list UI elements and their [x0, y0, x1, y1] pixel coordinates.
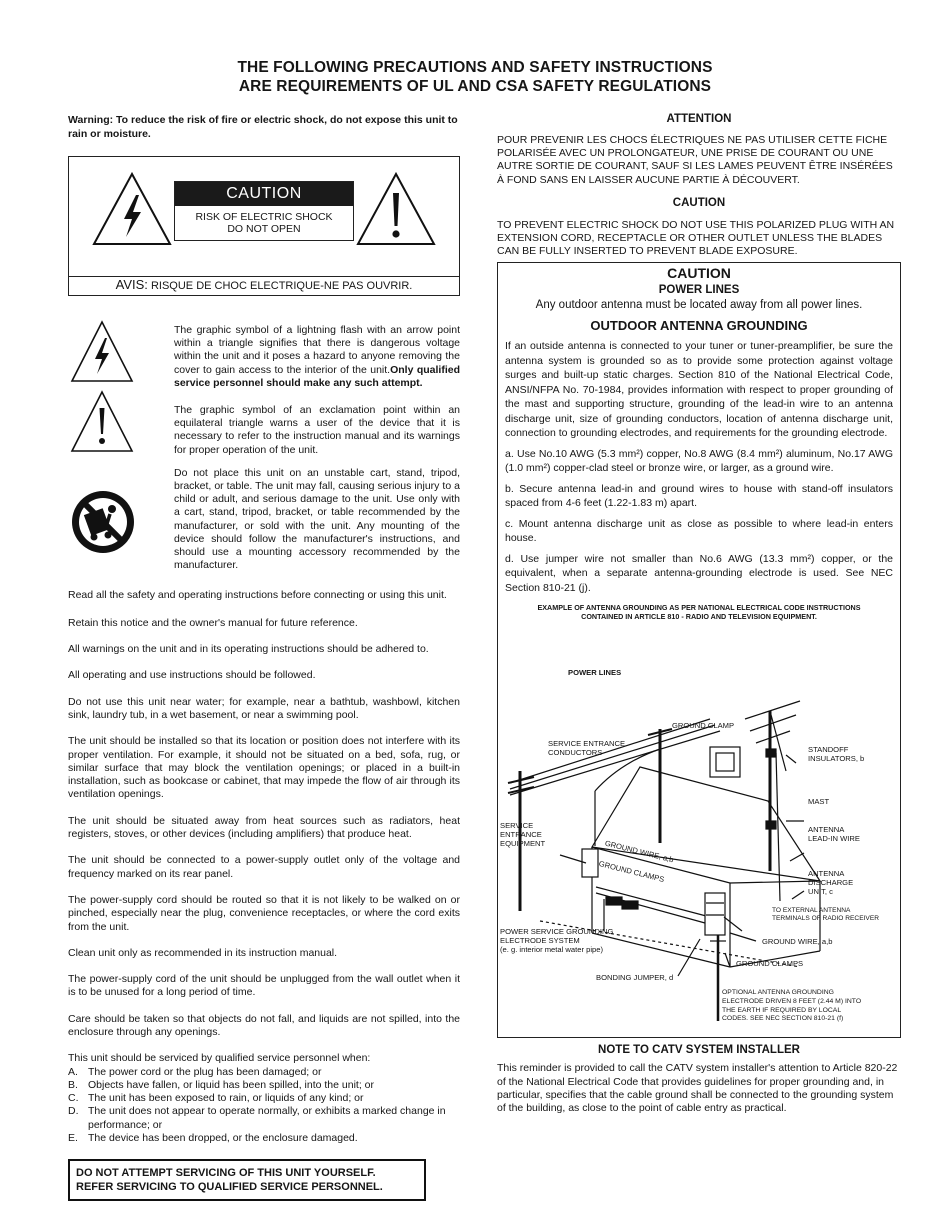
grounding-item-b: b. Secure antenna lead-in and ground wires to house with stand-off insulators spaced from 4-6 feet (1.22-1.83 m) apart.: [505, 482, 893, 510]
page-title: [0, 58, 950, 96]
label-service-equipment: SERVICE ENTRANCE EQUIPMENT: [500, 821, 546, 849]
grounding-text: If an outside antenna is connected to your tuner or tuner-preamplifier, be sure the antenna system is grounded so as to provide some protection against voltage surges and built-up static charges. Section 810 of the National Electrical Code, ANSI/NFPA No. 70-1984, provides information with respect to proper grounding of the mast and supporting structure, grounding of the lead-in wire to an antenna discharge unit, size of grounding conductors, location of antenna discharge unit, connection to grounding electrodes, and requirements for the grounding electrode.: [505, 340, 893, 440]
paragraph-unplug: The power-supply cord of the unit should be unplugged from the wall outlet when it is to be unused for a long period of time.: [68, 973, 460, 999]
caution-box: [174, 181, 354, 241]
list-item: E. The device has been dropped, or the enclosure damaged.: [68, 1132, 358, 1145]
exclamation-triangle-icon: [70, 390, 134, 454]
caution-label-panel: [68, 156, 460, 296]
label-ground-wire-curved: GROUND WIRE, a,b: [603, 839, 675, 865]
list-item: A. The power cord or the plug has been damaged; or: [68, 1065, 322, 1078]
paragraph-warnings: All warnings on the unit and in its operating instructions should be adhered to.: [68, 643, 429, 656]
lightning-triangle-icon: [91, 171, 173, 247]
warning-text: Warning: To reduce the risk of fire or electric shock, do not expose this unit to rain or moisture.: [68, 114, 458, 140]
catv-text: This reminder is provided to call the CATV system installer's attention to Article 820-22 of the National Electrical Code that provides guidelines for proper grounding and, in particular, specifies that the cable ground shall be connected to the grounding system of the building, as close to the point of cable entry as practical.: [497, 1062, 898, 1115]
power-lines-title: POWER LINES: [658, 284, 740, 297]
lightning-triangle-icon: [70, 320, 134, 384]
no-cart-icon: [70, 489, 136, 555]
attention-text: POUR PREVENIR LES CHOCS ÉLECTRIQUES NE PAS UTILISER CETTE FICHE POLARISÉE AVEC UN PROLONGATEUR, UNE PRISE DE COURANT OU UNE AUTRE SORTIE DE COURANT, SAUF SI LES LAMES PEUVENT ÊTRE INSÉRÉES À FOND SANS EN LAISSER AUCUNE PARTIE À DÉCOUVERT.: [497, 134, 893, 186]
label-discharge-unit: ANTENNA DISCHARGE UNIT, c: [808, 869, 854, 897]
paragraph-water: Do not use this unit near water; for example, near a bathtub, washbowl, kitchen sink, laundry tub, in a wet basement, or near a swimming pool.: [68, 695, 460, 721]
lightning-symbol-block: [68, 324, 460, 390]
grounding-item-d: d. Use jumper wire not smaller than No.6 AWG (13.3 mm²) copper, or the equivalent, when a separate antenna-grounding electrode is used. See NEC Section 810-21 (j).: [505, 552, 893, 594]
label-ground-wire: GROUND WIRE, a,b: [762, 937, 833, 947]
diagram-caption: EXAMPLE OF ANTENNA GROUNDING AS PER NATIONAL ELECTRICAL CODE INSTRUCTIONS CONTAINED IN ARTICLE 810 - RADIO AND TELEVISION EQUIPMENT.: [537, 603, 861, 622]
label-service-entrance: SERVICE ENTRANCE CONDUCTORS: [548, 739, 626, 758]
paragraph-voltage: The unit should be connected to a power-supply outlet only of the voltage and frequency marked on its rear panel.: [68, 854, 460, 880]
list-item: B. Objects have fallen, or liquid has been spilled, into the unit; or: [68, 1078, 375, 1091]
paragraph-follow: All operating and use instructions should be followed.: [68, 669, 316, 682]
qualified-personnel-note: Only qualified service personnel should make any such attempt.: [174, 363, 460, 389]
grounding-item-a: a. Use No.10 AWG (5.3 mm²) copper, No.8 AWG (8.4 mm²) aluminum, No.17 AWG (1.0 mm²) copper-clad steel or bronze wire, or larger, as a ground wire.: [505, 447, 893, 475]
avis-text: RISQUE DE CHOC ELECTRIQUE-NE PAS OUVRIR.: [150, 280, 413, 292]
title-line-2: ARE REQUIREMENTS OF UL AND CSA SAFETY REGULATIONS: [238, 78, 712, 95]
exclamation-triangle-icon: [355, 171, 437, 247]
paragraph-clean: Clean unit only as recommended in its instruction manual.: [68, 946, 338, 959]
power-lines-text: Any outdoor antenna must be located away from all power lines.: [535, 299, 863, 312]
list-item: D. The unit does not appear to operate normally, or exhibits a marked change in performance; or: [68, 1105, 446, 1131]
exclamation-symbol-text: The graphic symbol of an exclamation point within an equilateral triangle warns a user of the device that it is necessary to refer to the instruction manual and its warnings for proper operation of the unit.: [174, 404, 460, 456]
catv-title: NOTE TO CATV SYSTEM INSTALLER: [598, 1044, 800, 1057]
polarized-caution-title: CAUTION: [672, 196, 726, 209]
service-conditions-list: [68, 1066, 460, 1146]
paragraph-heat: The unit should be situated away from heat sources such as radiators, heat registers, stoves, or other devices (including amplifiers) that produce heat.: [68, 814, 460, 841]
outdoor-antenna-box: [497, 262, 901, 1038]
exclamation-symbol-block: [68, 404, 460, 457]
label-mast: MAST: [808, 797, 830, 807]
caution-risk-line: RISK OF ELECTRIC SHOCK: [195, 211, 333, 223]
attention-title: ATTENTION: [666, 113, 732, 125]
label-power-service-grounding: POWER SERVICE GROUNDING ELECTRODE SYSTEM (e. g. interior metal water pipe): [500, 927, 614, 955]
box-caution-title: CAUTION: [667, 265, 731, 282]
label-power-lines: POWER LINES: [568, 668, 622, 678]
avis-prefix: AVIS:: [115, 277, 148, 292]
label-bonding-jumper: BONDING JUMPER, d: [596, 973, 674, 983]
polarized-caution-text: TO PREVENT ELECTRIC SHOCK DO NOT USE THIS POLARIZED PLUG WITH AN EXTENSION CORD, RECEPTACLE OR OTHER OUTLET UNLESS THE BLADES CAN BE FULLY INSERTED TO PREVENT BLADE EXPOSURE.: [497, 218, 895, 258]
paragraph-ventilation: The unit should be installed so that its location or position does not interfere with its proper ventilation. For example, it should not be situated on a bed, sofa, rug, or similar surface that may block the ventilation openings; or placed in a built-in installation, such as bookcase or cabinet, that may impede the flow of air through its ventilation openings.: [68, 735, 460, 801]
label-ground-clamps-curved: GROUND CLAMPS: [597, 859, 666, 885]
grounding-item-c: c. Mount antenna discharge unit as close as possible to where lead-in enters house.: [505, 517, 893, 545]
list-item: C. The unit has been exposed to rain, or liquids of any kind; or: [68, 1092, 364, 1105]
cart-warning-text: Do not place this unit on an unstable cart, stand, tripod, bracket, or table. The unit may fall, causing serious injury to a child or adult, and serious damage to the unit. Use only with a cart, stand, tripod, bracket, or table recommended by the manufacturer, or sold with the unit. Any mounting of the device should follow the manufacturer's instructions, and should use a mounting accessory recommended by the manufacturer.: [174, 466, 460, 572]
title-line-1: THE FOLLOWING PRECAUTIONS AND SAFETY INSTRUCTIONS: [237, 59, 713, 76]
grounding-title: OUTDOOR ANTENNA GROUNDING: [590, 318, 808, 334]
paragraph-service: This unit should be serviced by qualified service personnel when:: [68, 1052, 371, 1065]
left-column: [68, 113, 460, 1201]
right-column: [497, 113, 901, 1116]
avis-line: [69, 277, 459, 292]
paragraph-read: Read all the safety and operating instructions before connecting or using this unit.: [68, 589, 447, 602]
servicing-notice-box: [68, 1159, 426, 1201]
cart-warning-block: [68, 467, 460, 573]
servicing-notice-line-2: REFER SERVICING TO QUALIFIED SERVICE PERSONNEL.: [76, 1181, 383, 1194]
label-optional-electrode: OPTIONAL ANTENNA GROUNDING ELECTRODE DRIVEN 8 FEET (2.44 M) INTO THE EARTH IF REQUIRED BY LOCAL CODES. SEE NEC SECTION 810-21 (f): [722, 989, 862, 1023]
label-ground-clamp: GROUND CLAMP: [672, 721, 735, 731]
label-external-terminals: TO EXTERNAL ANTENNA TERMINALS OF RADIO RECEIVER: [772, 907, 879, 923]
caution-header: CAUTION: [175, 182, 353, 206]
paragraph-objects: Care should be taken so that objects do not fall, and liquids are not spilled, into the enclosure through any openings.: [68, 1012, 460, 1038]
label-ground-clamps: GROUND CLAMPS: [736, 959, 804, 969]
lightning-symbol-text: The graphic symbol of a lightning flash with an arrow point within a triangle signifies that there is dangerous voltage within the unit and it poses a hazard to anyone removing the cover to gain access to the interior of the unit.Only qualified service personnel should make any such attempt.: [174, 324, 460, 389]
label-antenna-lead-in: ANTENNA LEAD-IN WIRE: [808, 825, 860, 844]
paragraph-cord-routing: The power-supply cord should be routed so that it is not likely to be walked on or pinched, especially near the plug, convenience receptacles, or where the cord exits from the unit.: [68, 893, 460, 933]
label-standoff: STANDOFF INSULATORS, b: [808, 745, 865, 764]
antenna-grounding-diagram: [500, 668, 898, 1037]
caution-open-line: DO NOT OPEN: [227, 223, 301, 235]
servicing-notice-line-1: DO NOT ATTEMPT SERVICING OF THIS UNIT YOURSELF.: [76, 1167, 376, 1180]
paragraph-retain: Retain this notice and the owner's manual for future reference.: [68, 616, 358, 629]
